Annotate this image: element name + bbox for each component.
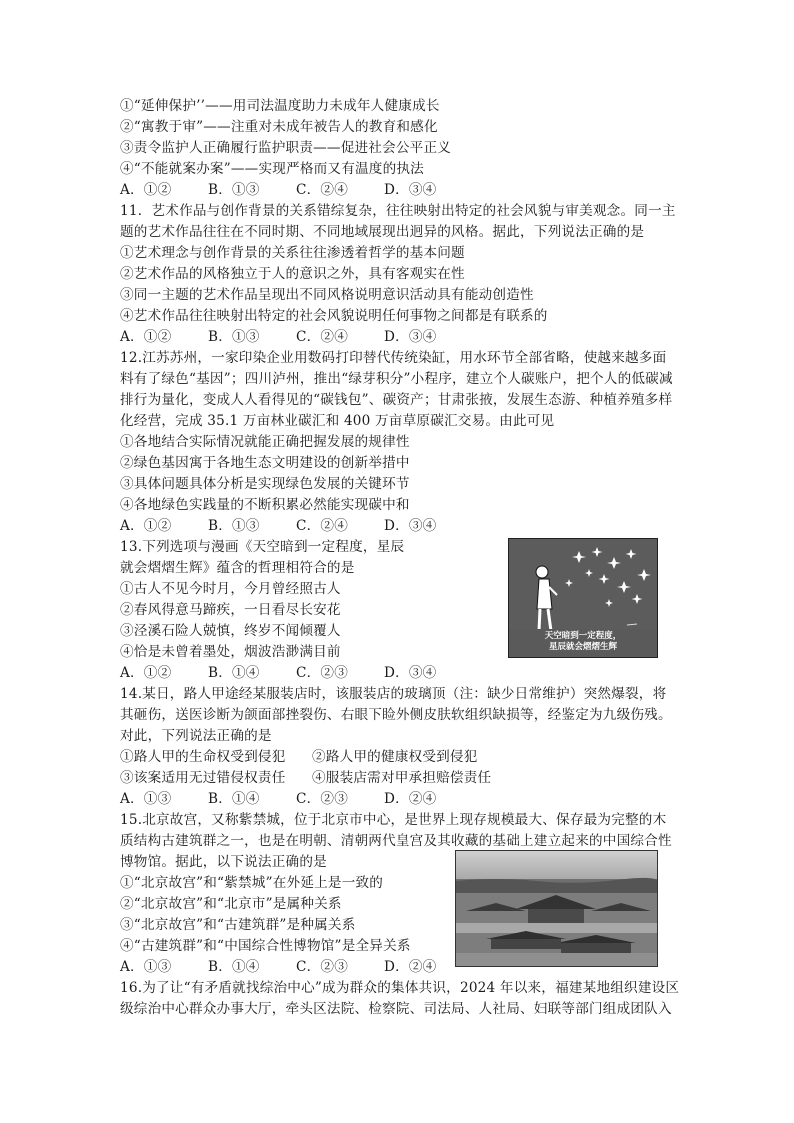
q13-option-1: ①古人不见今时月，今月曾经照古人	[120, 581, 341, 597]
q11-choice-b: B．①③	[208, 329, 260, 345]
q14-stem-line-2: 其砸伤，送医诊断为颌面部挫裂伤、右眼下睑外侧皮肤软组织缺损等，经鉴定为九级伤残。	[120, 707, 672, 723]
q13-choice-c: C．②③	[296, 665, 348, 681]
q15-option-2: ②“北京故宫”和“北京市”是属种关系	[120, 896, 342, 912]
q15-choice-d: D．②④	[384, 959, 437, 975]
q13-option-4: ④恰是未曾着墨处，烟波浩渺满目前	[120, 644, 341, 660]
q12-option-4: ④各地绿色实践量的不断积累必然能实现碳中和	[120, 497, 410, 513]
q13-stem-line-2: 就会熠熠生辉》蕴含的哲理相符合的是	[120, 560, 355, 576]
q13-choices	[120, 663, 472, 683]
q10-option-3: ③责令监护人正确履行监护职责——促进社会公平正义	[120, 140, 452, 156]
q11-option-2: ②艺术作品的风格独立于人的意识之外，具有客观实在性	[120, 266, 465, 282]
q11-choice-c: C．②④	[296, 329, 348, 345]
q12-stem-line-2: 料有了绿色“基因”；四川泸州，推出“绿芽积分”小程序，建立个人碳账户，把个人的低碳减	[120, 371, 673, 387]
q15-choices	[120, 957, 472, 977]
q12-option-3: ③具体问题具体分析是实现绿色发展的关键环节	[120, 476, 410, 492]
q14-option-4: ④服装店需对甲承担赔偿责任	[312, 770, 492, 786]
q11-stem-line-2: 题的艺术作品往往在不同时期、不同地域展现出迥异的风格。据此，下列说法正确的是	[120, 224, 645, 240]
q12-option-2: ②绿色基因寓于各地生态文明建设的创新举措中	[120, 455, 410, 471]
q13-choice-d: D．③④	[384, 665, 437, 681]
q13-stem-line-1: 13.下列选项与漫画《天空暗到一定程度，星辰	[120, 539, 405, 555]
q12-stem-line-3: 排行为量化，变成人人看得见的“碳钱包”、碳资产；甘肃张掖，发展生态游、种植养殖多样	[120, 392, 673, 408]
q11-choices	[120, 327, 472, 347]
q11-stem-line-1: 11．艺术作品与创作背景的关系错综复杂，往往映射出特定的社会风貌与审美观念。同一主	[120, 203, 676, 219]
q14-option-1: ①路人甲的生命权受到侵犯	[120, 749, 286, 765]
q14-choice-b: B．①④	[208, 791, 260, 807]
q12-choice-b: B．①③	[208, 518, 260, 534]
q10-choices	[120, 180, 472, 200]
cartoon-caption	[509, 631, 657, 653]
q12-choice-d: D．③④	[384, 518, 437, 534]
cartoon-stars-image	[508, 538, 658, 658]
q14-choice-d: D．②④	[384, 791, 437, 807]
q14-options-row-1	[120, 747, 478, 767]
q15-option-3: ③“北京故宫”和“古建筑群”是种属关系	[120, 917, 356, 933]
q11-choice-a: A．①②	[120, 329, 172, 345]
q12-choices	[120, 516, 472, 536]
q11-choice-d: D．③④	[384, 329, 437, 345]
q10-choice-c: C．②④	[296, 182, 348, 198]
q16-stem-line-2: 级综治中心群众办事大厅，牵头区法院、检察院、司法局、人社局、妇联等部门组成团队入	[120, 1001, 672, 1017]
q10-option-4: ④“不能就案办案”——实现严格而又有温度的执法	[120, 161, 424, 177]
q13-option-2: ②春风得意马蹄疾，一日看尽长安花	[120, 602, 341, 618]
q15-choice-a: A．①③	[120, 959, 172, 975]
q12-stem-line-4: 化经营，完成 35.1 万亩林业碳汇和 400 万亩草原碳汇交易。由此可见	[120, 413, 555, 429]
forbidden-city-photo	[455, 850, 658, 967]
q14-stem-line-3: 对此，下列说法正确的是	[120, 728, 272, 744]
q15-choice-b: B．①④	[208, 959, 260, 975]
cartoon-caption-line-2: 星辰就会熠熠生辉	[548, 642, 617, 652]
q16-stem-line-1: 16.为了让“有矛盾就找综治中心”成为群众的集体共识，2024 年以来，福建某地组织建设区	[120, 980, 680, 996]
q14-choices	[120, 789, 472, 809]
q13-choice-a: A．①②	[120, 665, 172, 681]
q12-choice-c: C．②④	[296, 518, 348, 534]
q10-option-1: ①“延伸保护’’——用司法温度助力未成年人健康成长	[120, 98, 440, 114]
q14-choice-a: A．①③	[120, 791, 172, 807]
cartoon-caption-line-1: 天空暗到一定程度，	[544, 631, 622, 641]
q14-option-2: ②路人甲的健康权受到侵犯	[312, 749, 478, 765]
q15-option-1: ①“北京故宫”和“紫禁城”在外延上是一致的	[120, 875, 384, 891]
q10-choice-a: A．①②	[120, 182, 172, 198]
q13-option-3: ③泾溪石险人兢慎，终岁不闻倾覆人	[120, 623, 341, 639]
q14-choice-c: C．②③	[296, 791, 348, 807]
q12-choice-a: A．①②	[120, 518, 172, 534]
q11-option-4: ④艺术作品往往映射出特定的社会风貌说明任何事物之间都是有联系的	[120, 308, 548, 324]
q12-option-1: ①各地结合实际情况就能正确把握发展的规律性	[120, 434, 410, 450]
q10-choice-d: D．③④	[384, 182, 437, 198]
q15-stem-line-3: 博物馆。据此，以下说法正确的是	[120, 854, 327, 870]
q10-choice-b: B．①③	[208, 182, 260, 198]
q14-option-3: ③该案适用无过错侵权责任	[120, 770, 286, 786]
q15-stem-line-1: 15.北京故宫，又称紫禁城，位于北京市中心，是世界上现存规模最大、保存最为完整的木	[120, 812, 667, 828]
q12-stem-line-1: 12.江苏苏州，一家印染企业用数码打印替代传统染缸，用水环节全部省略，使越来越多面	[120, 350, 667, 366]
q10-option-2: ②“寓教于审”——注重对未成年被告人的教育和感化	[120, 119, 438, 135]
q15-stem-line-2: 质结构古建筑群之一，也是在明朝、清朝两代皇宫及其收藏的基础上建立起来的中国综合性	[120, 833, 672, 849]
q11-option-3: ③同一主题的艺术作品呈现出不同风格说明意识活动具有能动创造性	[120, 287, 534, 303]
q11-option-1: ①艺术理念与创作背景的关系往往渗透着哲学的基本问题	[120, 245, 465, 261]
q14-stem-line-1: 14.某日，路人甲途经某服装店时，该服装店的玻璃顶（注：缺少日常维护）突然爆裂，将	[120, 686, 667, 702]
q14-options-row-2	[120, 768, 491, 788]
q13-choice-b: B．①④	[208, 665, 260, 681]
q15-choice-c: C．②③	[296, 959, 348, 975]
q15-option-4: ④“古建筑群”和“中国综合性博物馆”是全异关系	[120, 938, 411, 954]
forbidden-city-illustration	[456, 851, 658, 967]
